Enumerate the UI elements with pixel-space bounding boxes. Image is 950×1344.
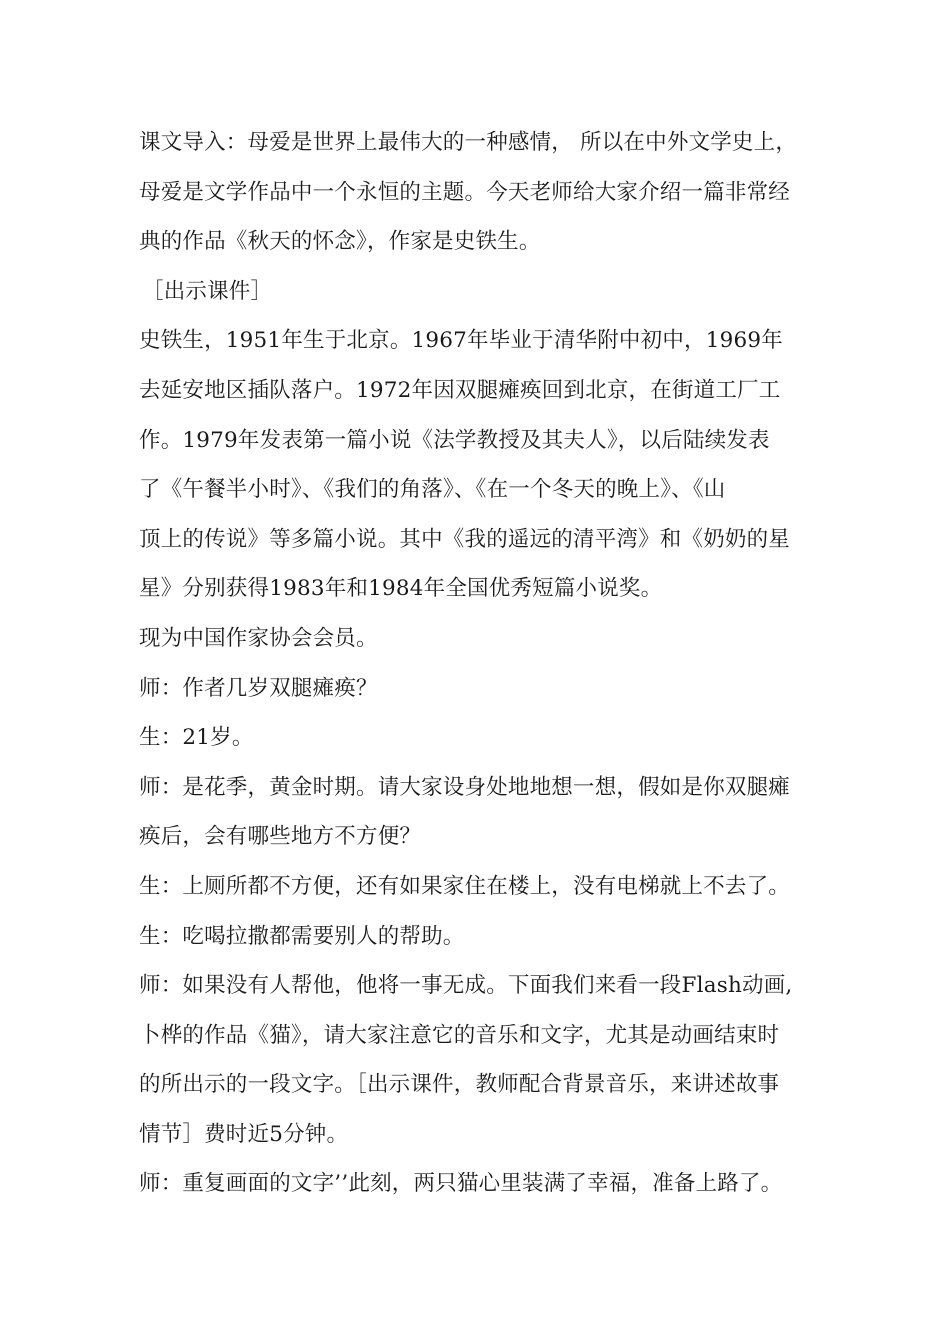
- dialogue-line: 的所出示的一段文字。［出示课件，教师配合背景音乐，来讲述故事: [139, 1072, 780, 1098]
- document-body: [139, 118, 829, 1209]
- text-line: 母爱是文学作品中一个永恒的主题。今天老师给大家介绍一篇非常经: [139, 179, 791, 205]
- text-line: 了《午餐半小时》、《我们的角落》、《在一个冬天的晚上》、《山: [139, 477, 726, 503]
- dialogue-line: 师：是花季，黄金时期。请大家设身处地地想一想，假如是你双腿瘫: [139, 774, 791, 800]
- text-line: 星》分别获得1983年和1984年全国优秀短篇小说奖。: [139, 576, 663, 602]
- dialogue-line: 生：上厕所都不方便，还有如果家住在楼上，没有电梯就上不去了。: [139, 873, 791, 899]
- dialogue-line: 师：如果没有人帮他，他将一事无成。下面我们来看一段Flash动画,: [139, 973, 793, 999]
- dialogue-line: 痪后，会有哪些地方不方便？: [139, 824, 422, 850]
- dialogue-line: 情节］费时近5分钟。: [139, 1121, 349, 1147]
- dialogue-line: 生：21岁。: [139, 725, 254, 751]
- dialogue-line: 师：重复画面的文字’’此刻，两只猫心里装满了幸福，准备上路了。: [139, 1171, 783, 1197]
- dialogue-line: 师：作者几岁双腿瘫痪？: [139, 675, 378, 701]
- text-line: 现为中国作家协会会员。: [139, 625, 378, 651]
- text-line: 顶上的传说》等多篇小说。其中《我的遥远的清平湾》和《奶奶的星: [139, 526, 791, 552]
- text-line-courseware-note: ［出示课件］: [142, 278, 273, 304]
- text-line: 作。1979年发表第一篇小说《法学教授及其夫人》，以后陆续发表: [139, 427, 770, 453]
- text-line: 史铁生，1951年生于北京。1967年毕业于清华附中初中，1969年: [139, 328, 783, 354]
- text-line: 去延安地区插队落户。1972年因双腿瘫痪回到北京，在街道工厂工: [139, 377, 781, 403]
- dialogue-line: 生：吃喝拉撒都需要别人的帮助。: [139, 923, 465, 949]
- text-line: 典的作品《秋天的怀念》，作家是史铁生。: [139, 229, 541, 255]
- text-line: 课文导入：母爱是世界上最伟大的一种感情， 所以在中外文学史上，: [139, 130, 798, 155]
- dialogue-line: 卜桦的作品《猫》，请大家注意它的音乐和文字，尤其是动画结束时: [139, 1022, 780, 1048]
